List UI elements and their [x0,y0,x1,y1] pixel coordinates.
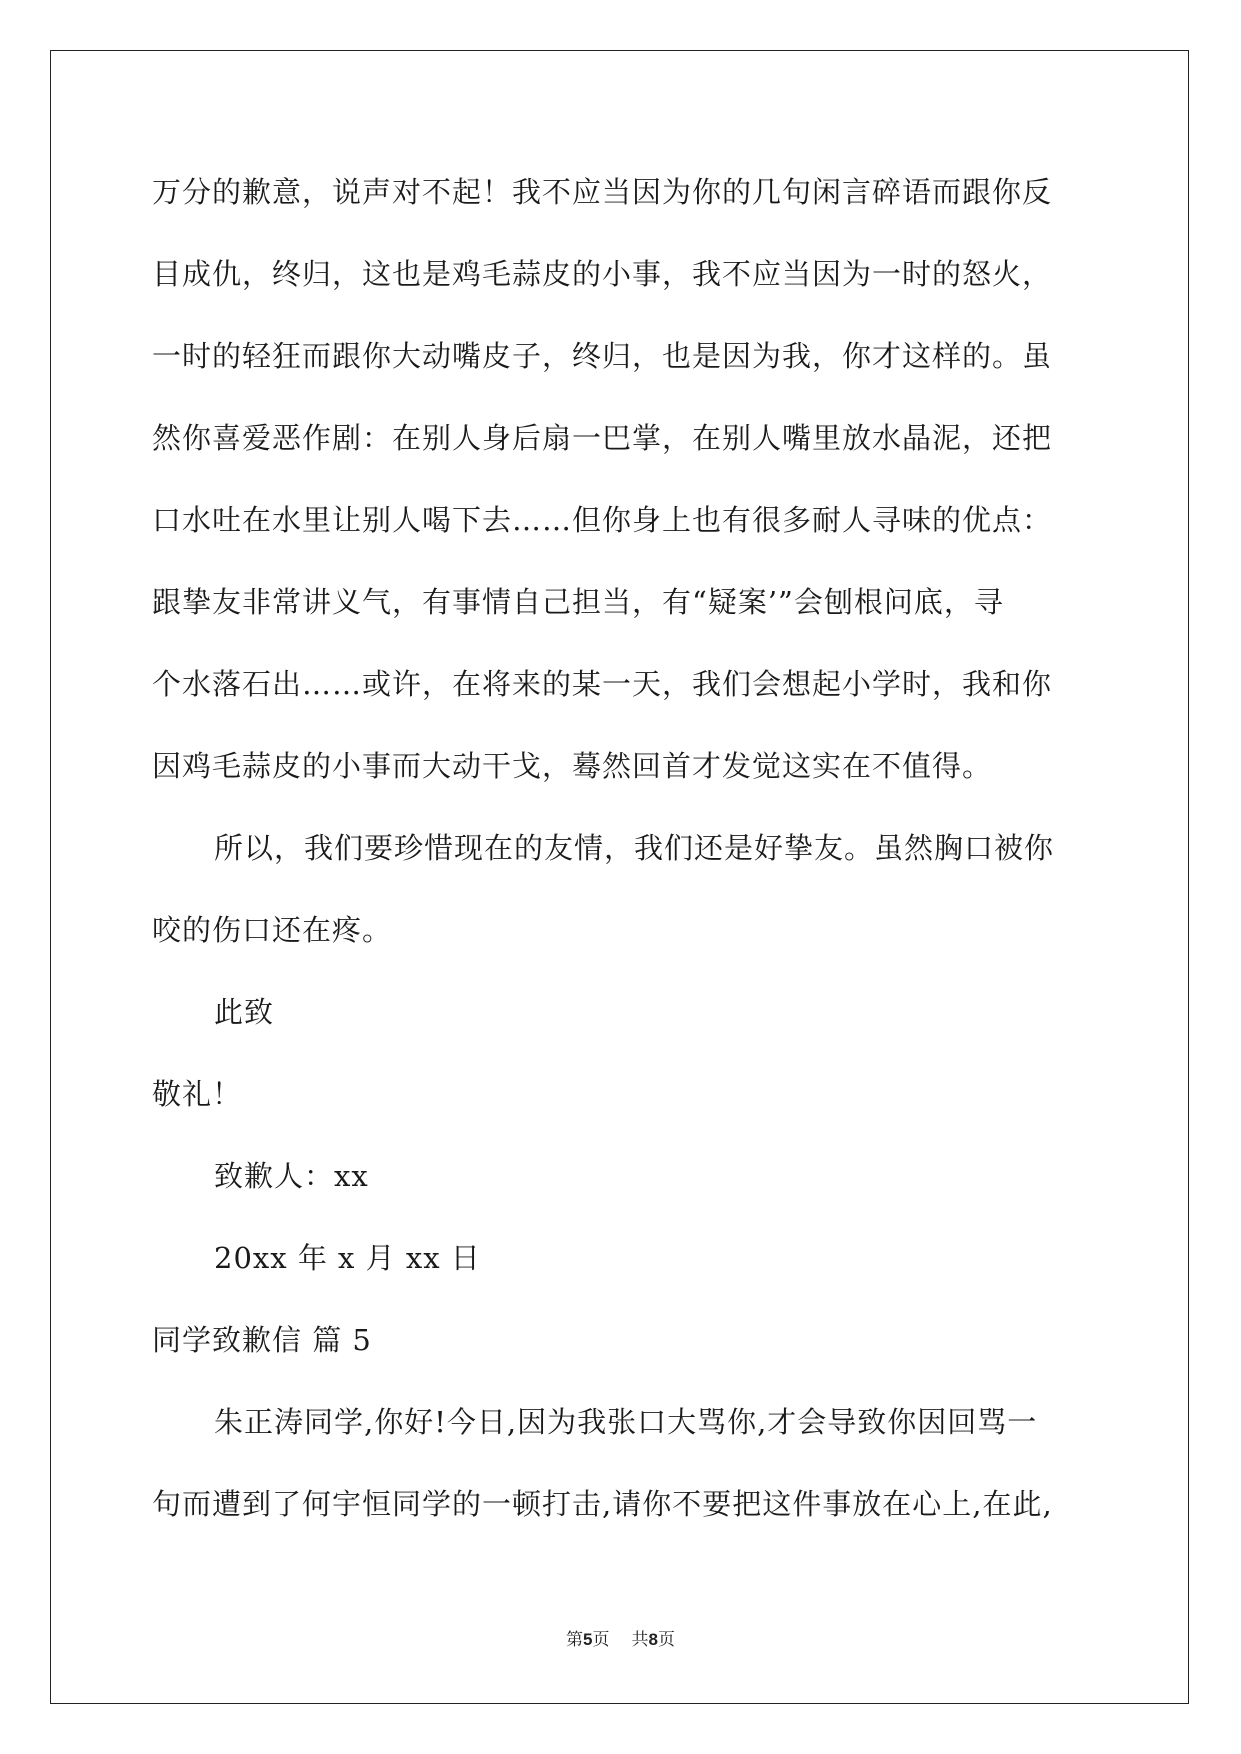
body-line: 个水落石出……或许，在将来的某一天，我们会想起小学时，我和你 [152,667,1053,701]
paragraph-start-line: 朱正涛同学,你好!今日,因为我张口大骂你,才会导致你因回骂一 [214,1405,1038,1439]
closing-salutation: 此致 [214,995,275,1029]
section-heading: 同学致歉信 篇 5 [152,1323,372,1357]
body-line: 咬的伤口还在疼。 [152,913,393,947]
page-number: 5 [583,1630,593,1649]
body-line: 目成仇，终归，这也是鸡毛蒜皮的小事，我不应当因为一时的怒火， [152,257,1053,291]
signature-line: 致歉人：xx [214,1159,369,1193]
body-line: 万分的歉意，说声对不起！我不应当因为你的几句闲言碎语而跟你反 [152,175,1053,209]
body-line: 一时的轻狂而跟你大动嘴皮子，终归，也是因为我，你才这样的。虽 [152,339,1053,373]
body-line: 跟挚友非常讲义气，有事情自己担当，有“疑案’”会刨根问底，寻 [152,585,1004,619]
body-line: 然你喜爱恶作剧：在别人身后扇一巴掌，在别人嘴里放水晶泥，还把 [152,421,1053,455]
total-suffix: 页 [657,1630,675,1650]
document-body [152,162,1082,1556]
page-suffix: 页 [592,1630,610,1650]
body-line: 句而遭到了何宇恒同学的一顿打击,请你不要把这件事放在心上,在此, [152,1487,1053,1521]
closing-regards: 敬礼！ [152,1077,243,1111]
body-line: 因鸡毛蒜皮的小事而大动干戈，蓦然回首才发觉这实在不值得。 [152,749,993,783]
body-line: 口水吐在水里让别人喝下去……但你身上也有很多耐人寻味的优点： [152,503,1053,537]
date-line: 20xx 年 x 月 xx 日 [214,1241,481,1275]
page-prefix: 第 [566,1630,584,1650]
paragraph-start-line: 所以，我们要珍惜现在的友情，我们还是好挚友。虽然胸口被你 [214,831,1055,865]
page-footer [0,1625,1241,1650]
total-pages: 8 [648,1630,658,1649]
total-prefix: 共 [631,1630,649,1650]
